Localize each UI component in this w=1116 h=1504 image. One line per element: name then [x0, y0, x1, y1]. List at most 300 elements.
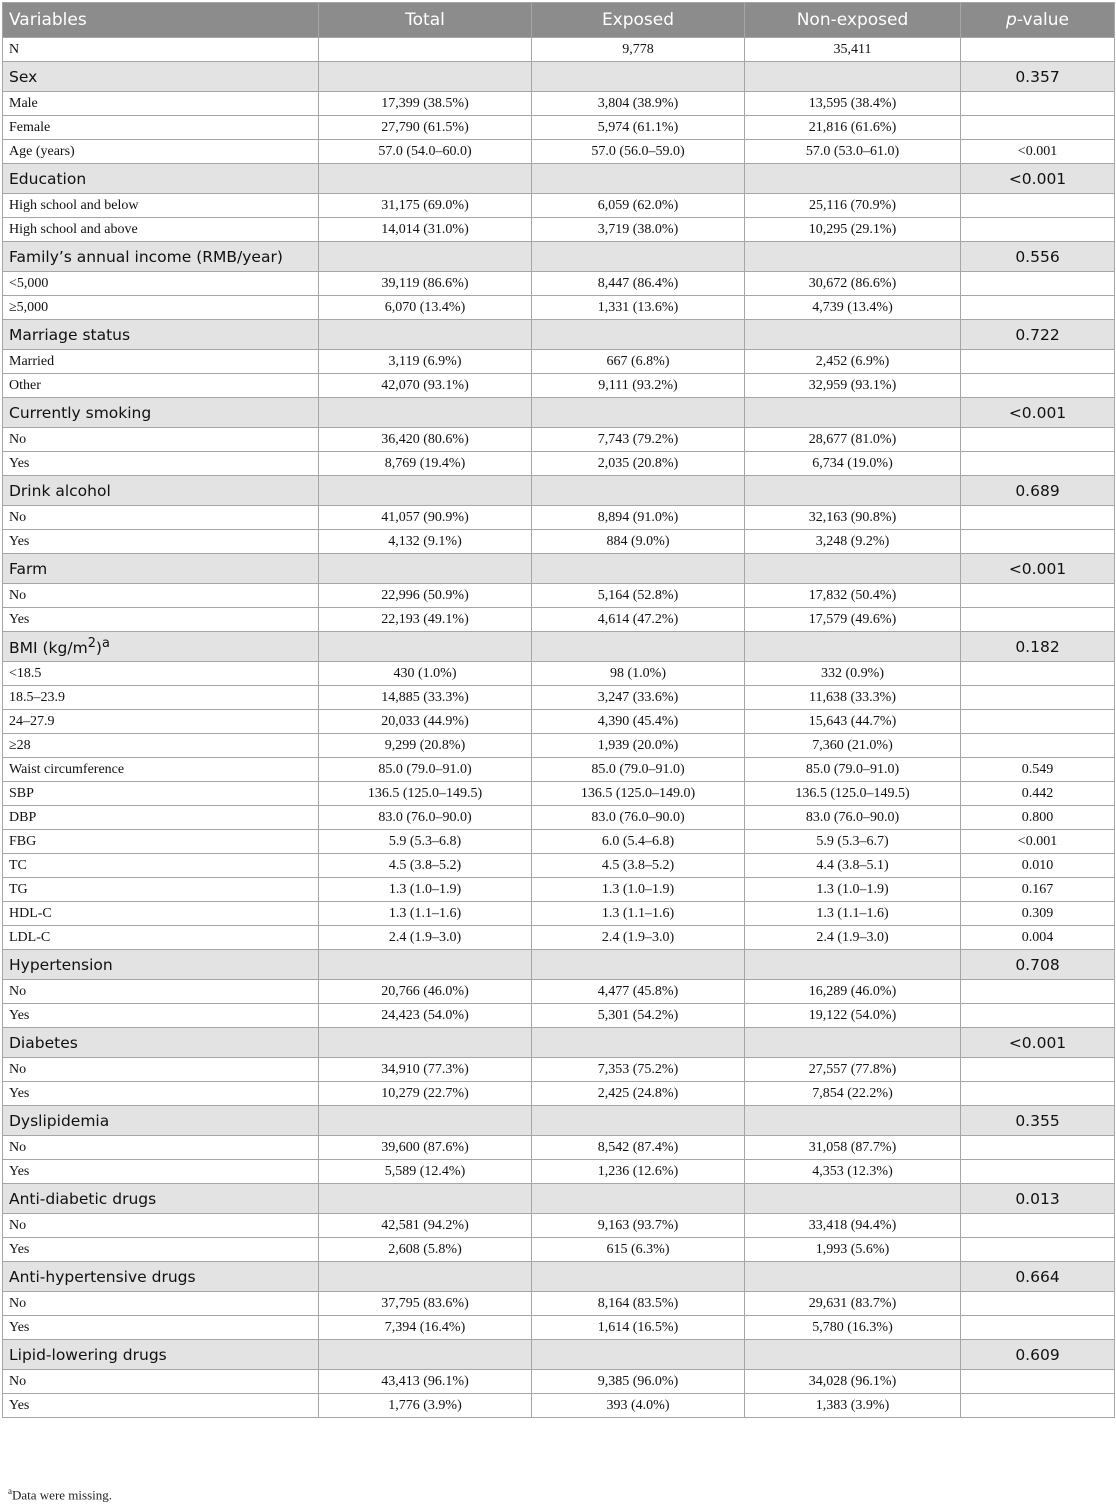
total-cell: 7,394 (16.4%) — [319, 1316, 532, 1340]
p-value-cell — [961, 1214, 1115, 1238]
section-header-row — [3, 62, 1115, 92]
empty-cell — [745, 950, 961, 980]
table-row — [3, 686, 1115, 710]
section-label-text: Currently smoking — [9, 403, 152, 422]
non-exposed-cell: 7,854 (22.2%) — [745, 1082, 961, 1106]
p-value-cell: <0.001 — [961, 554, 1115, 584]
table-row — [3, 218, 1115, 242]
non-exposed-cell: 6,734 (19.0%) — [745, 452, 961, 476]
variable-cell: TC — [3, 854, 319, 878]
superscript: 2 — [87, 635, 96, 651]
non-exposed-cell: 332 (0.9%) — [745, 662, 961, 686]
table-row — [3, 1316, 1115, 1340]
p-value-cell: <0.001 — [961, 140, 1115, 164]
total-cell: 39,600 (87.6%) — [319, 1136, 532, 1160]
variable-cell: LDL-C — [3, 926, 319, 950]
table-row — [3, 428, 1115, 452]
section-label — [3, 476, 319, 506]
variable-cell: Married — [3, 350, 319, 374]
non-exposed-cell: 34,028 (96.1%) — [745, 1370, 961, 1394]
non-exposed-cell: 19,122 (54.0%) — [745, 1004, 961, 1028]
exposed-cell: 2.4 (1.9–3.0) — [532, 926, 745, 950]
variable-cell: High school and below — [3, 194, 319, 218]
non-exposed-cell: 3,248 (9.2%) — [745, 530, 961, 554]
total-cell: 4.5 (3.8–5.2) — [319, 854, 532, 878]
total-cell — [319, 38, 532, 62]
section-label-text: Lipid-lowering drugs — [9, 1345, 167, 1364]
variable-cell: Yes — [3, 1238, 319, 1262]
table-row — [3, 1136, 1115, 1160]
exposed-cell: 9,111 (93.2%) — [532, 374, 745, 398]
section-header-row — [3, 1106, 1115, 1136]
table-row — [3, 1160, 1115, 1184]
section-header-row — [3, 1340, 1115, 1370]
p-value-cell — [961, 506, 1115, 530]
table-row — [3, 710, 1115, 734]
total-cell: 3,119 (6.9%) — [319, 350, 532, 374]
p-value-cell: <0.001 — [961, 398, 1115, 428]
empty-cell — [532, 476, 745, 506]
table-row — [3, 92, 1115, 116]
non-exposed-cell: 57.0 (53.0–61.0) — [745, 140, 961, 164]
section-header-row — [3, 1184, 1115, 1214]
section-header-row — [3, 632, 1115, 662]
header-p-suffix: -value — [1016, 10, 1069, 30]
table-row — [3, 926, 1115, 950]
table-row — [3, 1214, 1115, 1238]
exposed-cell: 615 (6.3%) — [532, 1238, 745, 1262]
total-cell: 36,420 (80.6%) — [319, 428, 532, 452]
table-row — [3, 506, 1115, 530]
table-row — [3, 1004, 1115, 1028]
exposed-cell: 4.5 (3.8–5.2) — [532, 854, 745, 878]
empty-cell — [532, 164, 745, 194]
section-label-text: Anti-diabetic drugs — [9, 1189, 157, 1208]
exposed-cell: 393 (4.0%) — [532, 1394, 745, 1418]
p-value-cell: 0.357 — [961, 62, 1115, 92]
non-exposed-cell: 15,643 (44.7%) — [745, 710, 961, 734]
non-exposed-cell: 7,360 (21.0%) — [745, 734, 961, 758]
variable-cell: N — [3, 38, 319, 62]
table-row — [3, 902, 1115, 926]
p-value-cell: 0.556 — [961, 242, 1115, 272]
table-row — [3, 980, 1115, 1004]
section-header-row — [3, 242, 1115, 272]
exposed-cell: 85.0 (79.0–91.0) — [532, 758, 745, 782]
section-label-text: Diabetes — [9, 1033, 78, 1052]
p-value-cell — [961, 584, 1115, 608]
total-cell: 10,279 (22.7%) — [319, 1082, 532, 1106]
non-exposed-cell: 1,383 (3.9%) — [745, 1394, 961, 1418]
header-p-value — [961, 3, 1115, 38]
table-row — [3, 830, 1115, 854]
p-value-cell — [961, 1316, 1115, 1340]
table-body — [3, 38, 1115, 1418]
non-exposed-cell: 5,780 (16.3%) — [745, 1316, 961, 1340]
variable-cell: ≥5,000 — [3, 296, 319, 320]
section-label-text: Farm — [9, 559, 48, 578]
section-label — [3, 164, 319, 194]
section-header-row — [3, 950, 1115, 980]
non-exposed-cell: 136.5 (125.0–149.5) — [745, 782, 961, 806]
p-value-cell: 0.549 — [961, 758, 1115, 782]
p-value-cell: 0.182 — [961, 632, 1115, 662]
p-value-cell: <0.001 — [961, 1028, 1115, 1058]
table-row — [3, 734, 1115, 758]
variable-cell: No — [3, 1136, 319, 1160]
total-cell: 8,769 (19.4%) — [319, 452, 532, 476]
p-value-cell — [961, 530, 1115, 554]
exposed-cell: 83.0 (76.0–90.0) — [532, 806, 745, 830]
table-row — [3, 878, 1115, 902]
total-cell: 14,885 (33.3%) — [319, 686, 532, 710]
exposed-cell: 8,447 (86.4%) — [532, 272, 745, 296]
variable-cell: Yes — [3, 1316, 319, 1340]
variable-cell: No — [3, 506, 319, 530]
total-cell: 5,589 (12.4%) — [319, 1160, 532, 1184]
exposed-cell: 6.0 (5.4–6.8) — [532, 830, 745, 854]
exposed-cell: 6,059 (62.0%) — [532, 194, 745, 218]
non-exposed-cell: 1,993 (5.6%) — [745, 1238, 961, 1262]
total-cell: 430 (1.0%) — [319, 662, 532, 686]
footnote-ref: a — [101, 635, 110, 651]
non-exposed-cell: 29,631 (83.7%) — [745, 1292, 961, 1316]
exposed-cell: 9,163 (93.7%) — [532, 1214, 745, 1238]
footnote-marker: a — [8, 1486, 12, 1496]
section-label-text: Anti-hypertensive drugs — [9, 1267, 196, 1286]
table-row — [3, 38, 1115, 62]
empty-cell — [745, 164, 961, 194]
total-cell: 24,423 (54.0%) — [319, 1004, 532, 1028]
exposed-cell: 1,939 (20.0%) — [532, 734, 745, 758]
header-non-exposed: Non-exposed — [745, 3, 961, 38]
variable-cell: SBP — [3, 782, 319, 806]
table-row — [3, 194, 1115, 218]
non-exposed-cell: 13,595 (38.4%) — [745, 92, 961, 116]
section-header-row — [3, 164, 1115, 194]
variable-cell: High school and above — [3, 218, 319, 242]
section-label — [3, 950, 319, 980]
exposed-cell: 7,743 (79.2%) — [532, 428, 745, 452]
variable-cell: <18.5 — [3, 662, 319, 686]
total-cell: 85.0 (79.0–91.0) — [319, 758, 532, 782]
total-cell: 6,070 (13.4%) — [319, 296, 532, 320]
total-cell: 43,413 (96.1%) — [319, 1370, 532, 1394]
table-row — [3, 662, 1115, 686]
total-cell: 41,057 (90.9%) — [319, 506, 532, 530]
exposed-cell: 884 (9.0%) — [532, 530, 745, 554]
total-cell: 14,014 (31.0%) — [319, 218, 532, 242]
exposed-cell: 3,247 (33.6%) — [532, 686, 745, 710]
table-row — [3, 1292, 1115, 1316]
variable-cell: Other — [3, 374, 319, 398]
section-label — [3, 1262, 319, 1292]
empty-cell — [532, 554, 745, 584]
total-cell: 31,175 (69.0%) — [319, 194, 532, 218]
empty-cell — [319, 164, 532, 194]
section-label — [3, 1028, 319, 1058]
non-exposed-cell: 25,116 (70.9%) — [745, 194, 961, 218]
p-value-cell: 0.689 — [961, 476, 1115, 506]
table-row — [3, 272, 1115, 296]
p-value-cell — [961, 734, 1115, 758]
empty-cell — [745, 242, 961, 272]
table-row — [3, 806, 1115, 830]
total-cell: 1.3 (1.0–1.9) — [319, 878, 532, 902]
p-value-cell — [961, 194, 1115, 218]
non-exposed-cell: 32,959 (93.1%) — [745, 374, 961, 398]
section-label-suffix: ) — [95, 639, 102, 658]
variable-cell: HDL-C — [3, 902, 319, 926]
non-exposed-cell: 32,163 (90.8%) — [745, 506, 961, 530]
section-label-text: Drink alcohol — [9, 481, 111, 500]
total-cell: 2,608 (5.8%) — [319, 1238, 532, 1262]
exposed-cell: 2,035 (20.8%) — [532, 452, 745, 476]
p-value-cell: 0.010 — [961, 854, 1115, 878]
total-cell: 136.5 (125.0–149.5) — [319, 782, 532, 806]
empty-cell — [319, 1340, 532, 1370]
table-row — [3, 296, 1115, 320]
section-label-text: Sex — [9, 67, 38, 86]
section-header-row — [3, 476, 1115, 506]
empty-cell — [532, 1340, 745, 1370]
total-cell: 42,070 (93.1%) — [319, 374, 532, 398]
exposed-cell: 8,542 (87.4%) — [532, 1136, 745, 1160]
p-value-cell — [961, 452, 1115, 476]
empty-cell — [319, 242, 532, 272]
p-value-cell: 0.800 — [961, 806, 1115, 830]
variable-cell: 18.5–23.9 — [3, 686, 319, 710]
exposed-cell: 4,390 (45.4%) — [532, 710, 745, 734]
p-value-cell: <0.001 — [961, 830, 1115, 854]
section-label-text: Dyslipidemia — [9, 1111, 110, 1130]
section-label — [3, 242, 319, 272]
p-value-cell — [961, 296, 1115, 320]
non-exposed-cell: 27,557 (77.8%) — [745, 1058, 961, 1082]
table-row — [3, 140, 1115, 164]
table-row — [3, 452, 1115, 476]
header-p-letter: p — [1006, 10, 1017, 30]
exposed-cell: 8,164 (83.5%) — [532, 1292, 745, 1316]
empty-cell — [532, 62, 745, 92]
empty-cell — [745, 62, 961, 92]
p-value-cell — [961, 1238, 1115, 1262]
section-header-row — [3, 320, 1115, 350]
empty-cell — [532, 950, 745, 980]
variable-cell: No — [3, 428, 319, 452]
non-exposed-cell: 31,058 (87.7%) — [745, 1136, 961, 1160]
p-value-cell — [961, 608, 1115, 632]
non-exposed-cell: 4,739 (13.4%) — [745, 296, 961, 320]
total-cell: 83.0 (76.0–90.0) — [319, 806, 532, 830]
p-value-cell — [961, 1394, 1115, 1418]
section-label — [3, 632, 319, 662]
section-label — [3, 62, 319, 92]
header-total: Total — [319, 3, 532, 38]
variable-cell: ≥28 — [3, 734, 319, 758]
empty-cell — [319, 320, 532, 350]
variable-cell: No — [3, 1058, 319, 1082]
variable-cell: No — [3, 980, 319, 1004]
exposed-cell: 9,385 (96.0%) — [532, 1370, 745, 1394]
non-exposed-cell: 17,579 (49.6%) — [745, 608, 961, 632]
non-exposed-cell: 28,677 (81.0%) — [745, 428, 961, 452]
non-exposed-cell: 21,816 (61.6%) — [745, 116, 961, 140]
p-value-cell: 0.442 — [961, 782, 1115, 806]
exposed-cell: 4,614 (47.2%) — [532, 608, 745, 632]
variable-cell: No — [3, 1370, 319, 1394]
p-value-cell — [961, 1082, 1115, 1106]
section-header-row — [3, 1262, 1115, 1292]
empty-cell — [532, 398, 745, 428]
p-value-cell — [961, 1004, 1115, 1028]
variable-cell: No — [3, 584, 319, 608]
total-cell: 4,132 (9.1%) — [319, 530, 532, 554]
exposed-cell: 2,425 (24.8%) — [532, 1082, 745, 1106]
header-exposed: Exposed — [532, 3, 745, 38]
non-exposed-cell: 30,672 (86.6%) — [745, 272, 961, 296]
section-label-text: BMI (kg/m — [9, 639, 88, 658]
non-exposed-cell: 17,832 (50.4%) — [745, 584, 961, 608]
total-cell: 37,795 (83.6%) — [319, 1292, 532, 1316]
empty-cell — [319, 1106, 532, 1136]
p-value-cell: 0.167 — [961, 878, 1115, 902]
variable-cell: Yes — [3, 1082, 319, 1106]
section-label-text: Family’s annual income (RMB/year) — [9, 247, 283, 266]
exposed-cell: 8,894 (91.0%) — [532, 506, 745, 530]
variable-cell: Yes — [3, 608, 319, 632]
section-label-text: Marriage status — [9, 325, 131, 344]
table-row — [3, 350, 1115, 374]
exposed-cell: 1,236 (12.6%) — [532, 1160, 745, 1184]
p-value-cell: 0.722 — [961, 320, 1115, 350]
non-exposed-cell: 4,353 (12.3%) — [745, 1160, 961, 1184]
table-row — [3, 1370, 1115, 1394]
empty-cell — [745, 554, 961, 584]
p-value-cell — [961, 350, 1115, 374]
total-cell: 27,790 (61.5%) — [319, 116, 532, 140]
empty-cell — [532, 632, 745, 662]
p-value-cell — [961, 374, 1115, 398]
total-cell: 39,119 (86.6%) — [319, 272, 532, 296]
p-value-cell: <0.001 — [961, 164, 1115, 194]
non-exposed-cell: 33,418 (94.4%) — [745, 1214, 961, 1238]
p-value-cell — [961, 218, 1115, 242]
total-cell: 22,996 (50.9%) — [319, 584, 532, 608]
empty-cell — [319, 1184, 532, 1214]
p-value-cell — [961, 116, 1115, 140]
p-value-cell — [961, 1160, 1115, 1184]
empty-cell — [745, 1184, 961, 1214]
non-exposed-cell: 2,452 (6.9%) — [745, 350, 961, 374]
exposed-cell: 3,804 (38.9%) — [532, 92, 745, 116]
total-cell: 17,399 (38.5%) — [319, 92, 532, 116]
p-value-cell — [961, 710, 1115, 734]
total-cell: 57.0 (54.0–60.0) — [319, 140, 532, 164]
section-label — [3, 1106, 319, 1136]
table-row — [3, 374, 1115, 398]
total-cell: 1.3 (1.1–1.6) — [319, 902, 532, 926]
exposed-cell: 98 (1.0%) — [532, 662, 745, 686]
table-row — [3, 1238, 1115, 1262]
variable-cell: Yes — [3, 530, 319, 554]
empty-cell — [532, 242, 745, 272]
header-variables: Variables — [3, 3, 319, 38]
non-exposed-cell: 16,289 (46.0%) — [745, 980, 961, 1004]
p-value-cell: 0.609 — [961, 1340, 1115, 1370]
table-row — [3, 1082, 1115, 1106]
empty-cell — [319, 398, 532, 428]
empty-cell — [745, 632, 961, 662]
exposed-cell: 136.5 (125.0–149.0) — [532, 782, 745, 806]
empty-cell — [745, 1028, 961, 1058]
empty-cell — [532, 1028, 745, 1058]
non-exposed-cell: 2.4 (1.9–3.0) — [745, 926, 961, 950]
total-cell: 20,033 (44.9%) — [319, 710, 532, 734]
section-label — [3, 554, 319, 584]
variable-cell: FBG — [3, 830, 319, 854]
section-label — [3, 1340, 319, 1370]
non-exposed-cell: 83.0 (76.0–90.0) — [745, 806, 961, 830]
empty-cell — [532, 320, 745, 350]
table-header-row — [3, 3, 1115, 38]
section-label — [3, 1184, 319, 1214]
empty-cell — [532, 1106, 745, 1136]
empty-cell — [319, 1262, 532, 1292]
baseline-characteristics-table — [2, 2, 1115, 1418]
p-value-cell: 0.355 — [961, 1106, 1115, 1136]
section-label-text: Education — [9, 169, 87, 188]
non-exposed-cell: 11,638 (33.3%) — [745, 686, 961, 710]
non-exposed-cell: 10,295 (29.1%) — [745, 218, 961, 242]
table-row — [3, 854, 1115, 878]
non-exposed-cell: 35,411 — [745, 38, 961, 62]
table-row — [3, 1394, 1115, 1418]
empty-cell — [319, 476, 532, 506]
table-row — [3, 608, 1115, 632]
total-cell: 2.4 (1.9–3.0) — [319, 926, 532, 950]
section-label — [3, 320, 319, 350]
non-exposed-cell: 1.3 (1.1–1.6) — [745, 902, 961, 926]
table-row — [3, 758, 1115, 782]
empty-cell — [319, 632, 532, 662]
variable-cell: Yes — [3, 1394, 319, 1418]
exposed-cell: 1,614 (16.5%) — [532, 1316, 745, 1340]
exposed-cell: 7,353 (75.2%) — [532, 1058, 745, 1082]
exposed-cell: 4,477 (45.8%) — [532, 980, 745, 1004]
exposed-cell: 1,331 (13.6%) — [532, 296, 745, 320]
p-value-cell — [961, 38, 1115, 62]
variable-cell: Male — [3, 92, 319, 116]
footnote-text: Data were missing. — [12, 1487, 113, 1503]
non-exposed-cell: 85.0 (79.0–91.0) — [745, 758, 961, 782]
p-value-cell — [961, 1058, 1115, 1082]
variable-cell: 24–27.9 — [3, 710, 319, 734]
p-value-cell — [961, 1370, 1115, 1394]
variable-cell: No — [3, 1214, 319, 1238]
non-exposed-cell: 1.3 (1.0–1.9) — [745, 878, 961, 902]
total-cell: 22,193 (49.1%) — [319, 608, 532, 632]
p-value-cell — [961, 686, 1115, 710]
variable-cell: Yes — [3, 452, 319, 476]
exposed-cell: 9,778 — [532, 38, 745, 62]
empty-cell — [319, 554, 532, 584]
footnote — [8, 1486, 112, 1503]
variable-cell: No — [3, 1292, 319, 1316]
exposed-cell: 1.3 (1.1–1.6) — [532, 902, 745, 926]
table-row — [3, 530, 1115, 554]
p-value-cell — [961, 272, 1115, 296]
